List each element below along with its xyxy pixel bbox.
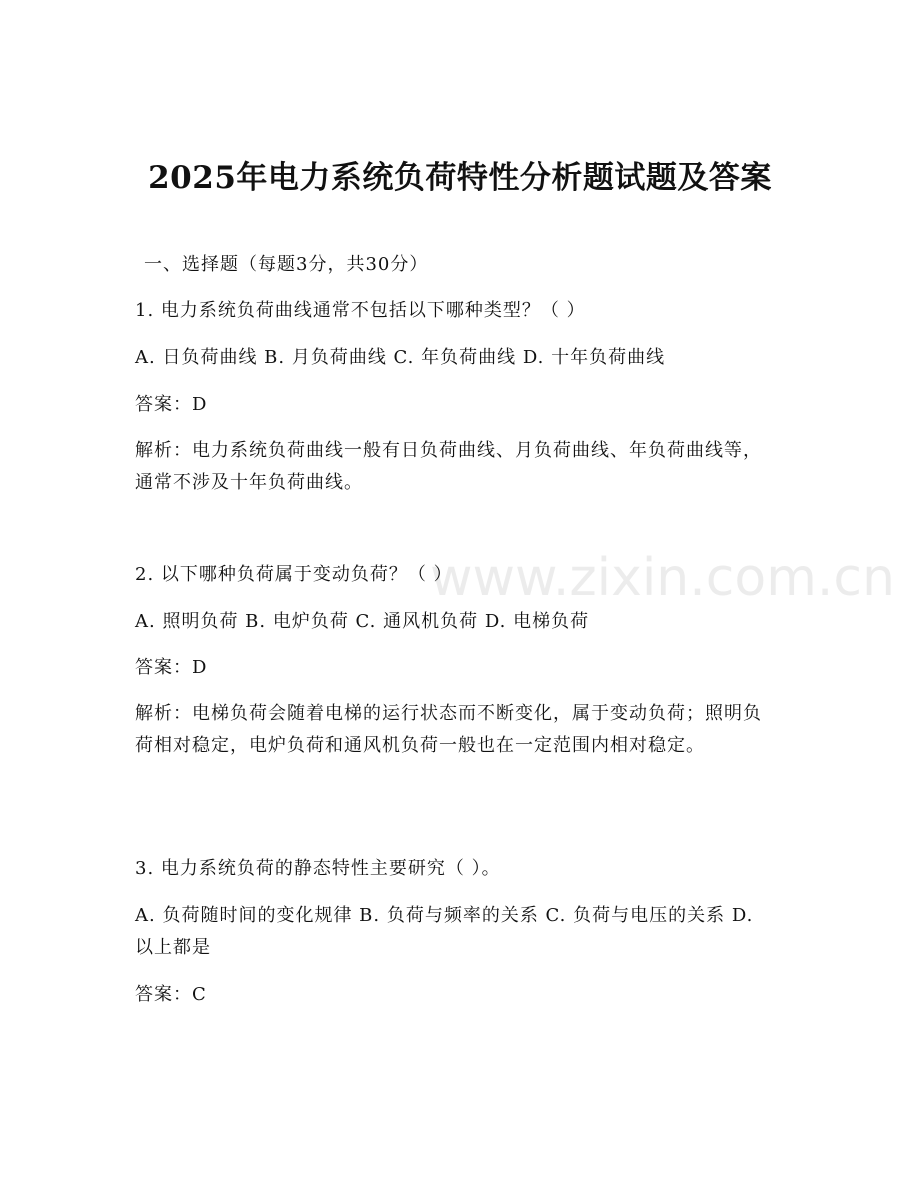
question-3-options: A. 负荷随时间的变化规律 B. 负荷与频率的关系 C. 负荷与电压的关系 D. 以上都是 bbox=[135, 905, 754, 958]
document-title: 2025年电力系统负荷特性分析题试题及答案 bbox=[148, 160, 772, 196]
question-1-analysis: 解析：电力系统负荷曲线一般有日负荷曲线、月负荷曲线、年负荷曲线等，通常不涉及十年负荷曲线。 bbox=[135, 440, 762, 493]
question-3-stem: 3. 电力系统负荷的静态特性主要研究（ ）。 bbox=[135, 858, 501, 879]
question-2-options: A. 照明负荷 B. 电炉负荷 C. 通风机负荷 D. 电梯负荷 bbox=[135, 611, 590, 632]
question-1-options: A. 日负荷曲线 B. 月负荷曲线 C. 年负荷曲线 D. 十年负荷曲线 bbox=[135, 347, 666, 368]
section-heading: 一、选择题（每题3分，共30分） bbox=[144, 254, 429, 275]
watermark: www.zixin.com.cn bbox=[430, 548, 895, 608]
question-1-stem: 1. 电力系统负荷曲线通常不包括以下哪种类型？（ ） bbox=[135, 300, 586, 321]
question-3-answer: 答案：C bbox=[135, 984, 207, 1005]
question-2-analysis: 解析：电梯负荷会随着电梯的运行状态而不断变化，属于变动负荷；照明负荷相对稳定，电炉负荷和通风机负荷一般也在一定范围内相对稳定。 bbox=[135, 703, 762, 756]
question-2-answer: 答案：D bbox=[135, 657, 208, 678]
question-2-stem: 2. 以下哪种负荷属于变动负荷？（ ） bbox=[135, 564, 453, 585]
question-1-answer: 答案：D bbox=[135, 394, 208, 415]
